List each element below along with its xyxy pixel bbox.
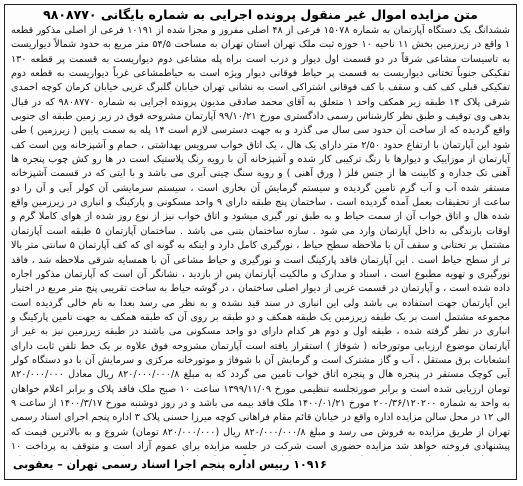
notice-footer: ۱۰۹۱۶ رییس اداره پنجم اجرا اسناد رسمی تهران – یعقوبی — [13, 458, 327, 471]
notice-frame — [4, 4, 517, 480]
notice-body: ششدانگ یک دستگاه آپارتمان به شماره ۱۵۰۷۸ فرعی از ۴۸ اصلی مفروز و مجزا شده از ۱۰۱۹۱ فرعی از اصلی مذکور قطعه ۱ واقع در زیرزمین بخش ۱۱ ناحیه ۱۰ حوزه ثبت ملک تهران استان تهران به مساحت ۵۴/۵ متر مربع به حدود شمالاً دیواریست به تاسیسات مشاعی شرقاً در دو قسمت اول دیوار و درب است براه پله مشاعی دوم دیواریست به قسمت پر قطعه ۱۳۰ تفکیکی جنوباً تختانی دیواریست به قسمت پر حیاط فوقانی دیوار ویژه است به حیاطمشاعی غرباً دیواریست به قطعه دوم تفکیکی قبلی کف کف و سقف با کف فوقانی اشتراکی است به نشانی تهران خیابان گلبرگ غربی خیابان کرمان کوچه احمدی شرقی پلاک ۱۴ طبقه زیر همکف واحد ۱ متعلق به آقای محمد صادقی مدیون پرونده اجرایی به شماره ۹۸۰۸۷۷۰ که در قبال بدهی وی توقیف و طبق نظر کارشناس رسمی دادگستری مورخ ۹۹/۱۰/۲۱ آپارتمان مشروحه فوق در زیر زمین طبقه ای جنوبی واقع گردیده که از ساخت آن حدود سی سال می گذرد و به جهت دسترسی لازم است ۱۴ پله به سمت پایین ( زیرزمین ) طی شود این آپارتمان با ارتفاع حدود ۲/۵۰ متر دارای یک هال ، یک اتاق خواب سرویس بهداشتی ، حمام و آشپزخانه وین است کف آپارتمان از موزاییک و دیوارها با رنگ ترکیبی کار شده و آشپزخانه آن با رویه رنگ پلاستیک است در ها رو کش چوب پنجره ها آهنی تک جداره و کابینت ها از جنس فلز ( ورق آهنی ) و رویه سنگ چینی آبری می باشد و با ایتی که در قسمت آشپزخانه مستقر شده آب و آب گرم تامین گردیده و سیستم گرمایش آن بخاری است ، سیستم سرمایشی آن کولر آبی و آن را دو ساعت از تحقیقات بعمل آمده گردیده است ، ساختمان پنج طبقه دارای ۹ واحد مسکونی و پارکینگ و انباری در زیرزمین واقع شده هال و اتاق خواب آن از سمت حیاط و به طبق نور گیری میشود و اتاق خواب نیز از نوع روز شده از هوای کاملا گرم و اوقات بارندگی به داخل آپارتمان وارد می شود . سازه ساختمان بتنی می باشد . ساختمان آپارتمان ۵ طبقه است آپارتمان مشتمل بر تختانی و سقف آن با ملاحظه سطح حیاط ، نورگیری کامل دارد و اینکه به گونه ای که کف آپارتمان ۵ سانتی متر بالا تر از سطح حیاط است . این آپارتمان فاقد پارکینگ است و نورگیری و حیاط مشاعی آن با همسایه شرقی ملاحظه شد ، فاقد نورگیری و تهویه مطبوع است ، اسناد و مدارک و مالکیت آپارتمان پس از بازدید ، نشانگر آن است که آپارتمان مذکور اجاره داده شده است ، و آپارتمان در قسمت غربی از دیوار اصلی ساختمان ، در گوشه حیاط به ساخت تقریبی پنج متر مربع در اختیار این آپارتمان جهت استفاده بی باشد ولی این انباری در سند قید نشده و به نظر می رسد بعدا به نام خالی گردیده است مجموعه مشتمل است بر یک طبقه زیرزمین یک طبقه همکف و دو طبقه بر روی آن که طبقه همکف به جهت تامین پارکینگ و انباری در نظر گرفته شده ، طبقه اول و دوم هر کدام دارای دو واحد مسکونی می باشند در طبقه زیرزمین نیز به غیر از آپارتمان موضوع ارزیابی موتورخانه ( شوفاژ ) استقرار یافته است آپارتمان مشروحه فوق علاوه بر یک خط تلفن ثابت دارای انشعابات برق مستقل ، آب و گاز مشترک است و گرمایش آن با شوفاژ و موتورخانه مرکزی و سرمایش آن با دو دستگاه کولر آبی کوچک مستقر در پنجره هال و پنجره اتاق خواب تامین می گردد که به مبلغ ۸۲۰/۰۰۰/۰۰۰/۸ ریال معادل ۸۲۰/۰۰۰/۰۰۰ تومان ارزیابی شده است و برابر صورتجلسه تنظیمی مورخ ۱۳۹۹/۱۱/۰۹ ساعت ۱۰ صبح ملک فاقد پلاک و برابر اعلام خواهان به واحد به شماره ۲۰۰/۳۶/۱۲۰۲۰۰ مورخ ۱۴۰۰/۰۱/۲۱ ملک فاقد بیمه می باشد و در روز دوشنبه مورخ ۱۴۰۰/۳/۱۷ از ساعت ۹ الی ۱۲ در محل سالن مزایده اداره واقع در خیابان قائم مقام فراهانی کوچه میرزا حسنی پلاک ۳ اداره پنجم اجرای اسناد رسمی تهران از طریق مزایده به فروش می رسد و مبلغ ۸۲۰/۰۰۰/۰۰۰/۸ ریال (۸۲۰/۰۰۰/۰۰۰ تومان) شروع و به بالاترین قیمت که پیشنهادی فروخته خواهد شد مزایده حضوری است شرکت در جلسه مزایده برای عموم آزاد است و متوقف به پرداخت ۱۰ — [11, 25, 511, 452]
notice-title: متن مزایده اموال غیر منقول پرونده اجرایی به شماره بایگانی ۹۸۰۸۷۷۰ — [43, 7, 478, 22]
